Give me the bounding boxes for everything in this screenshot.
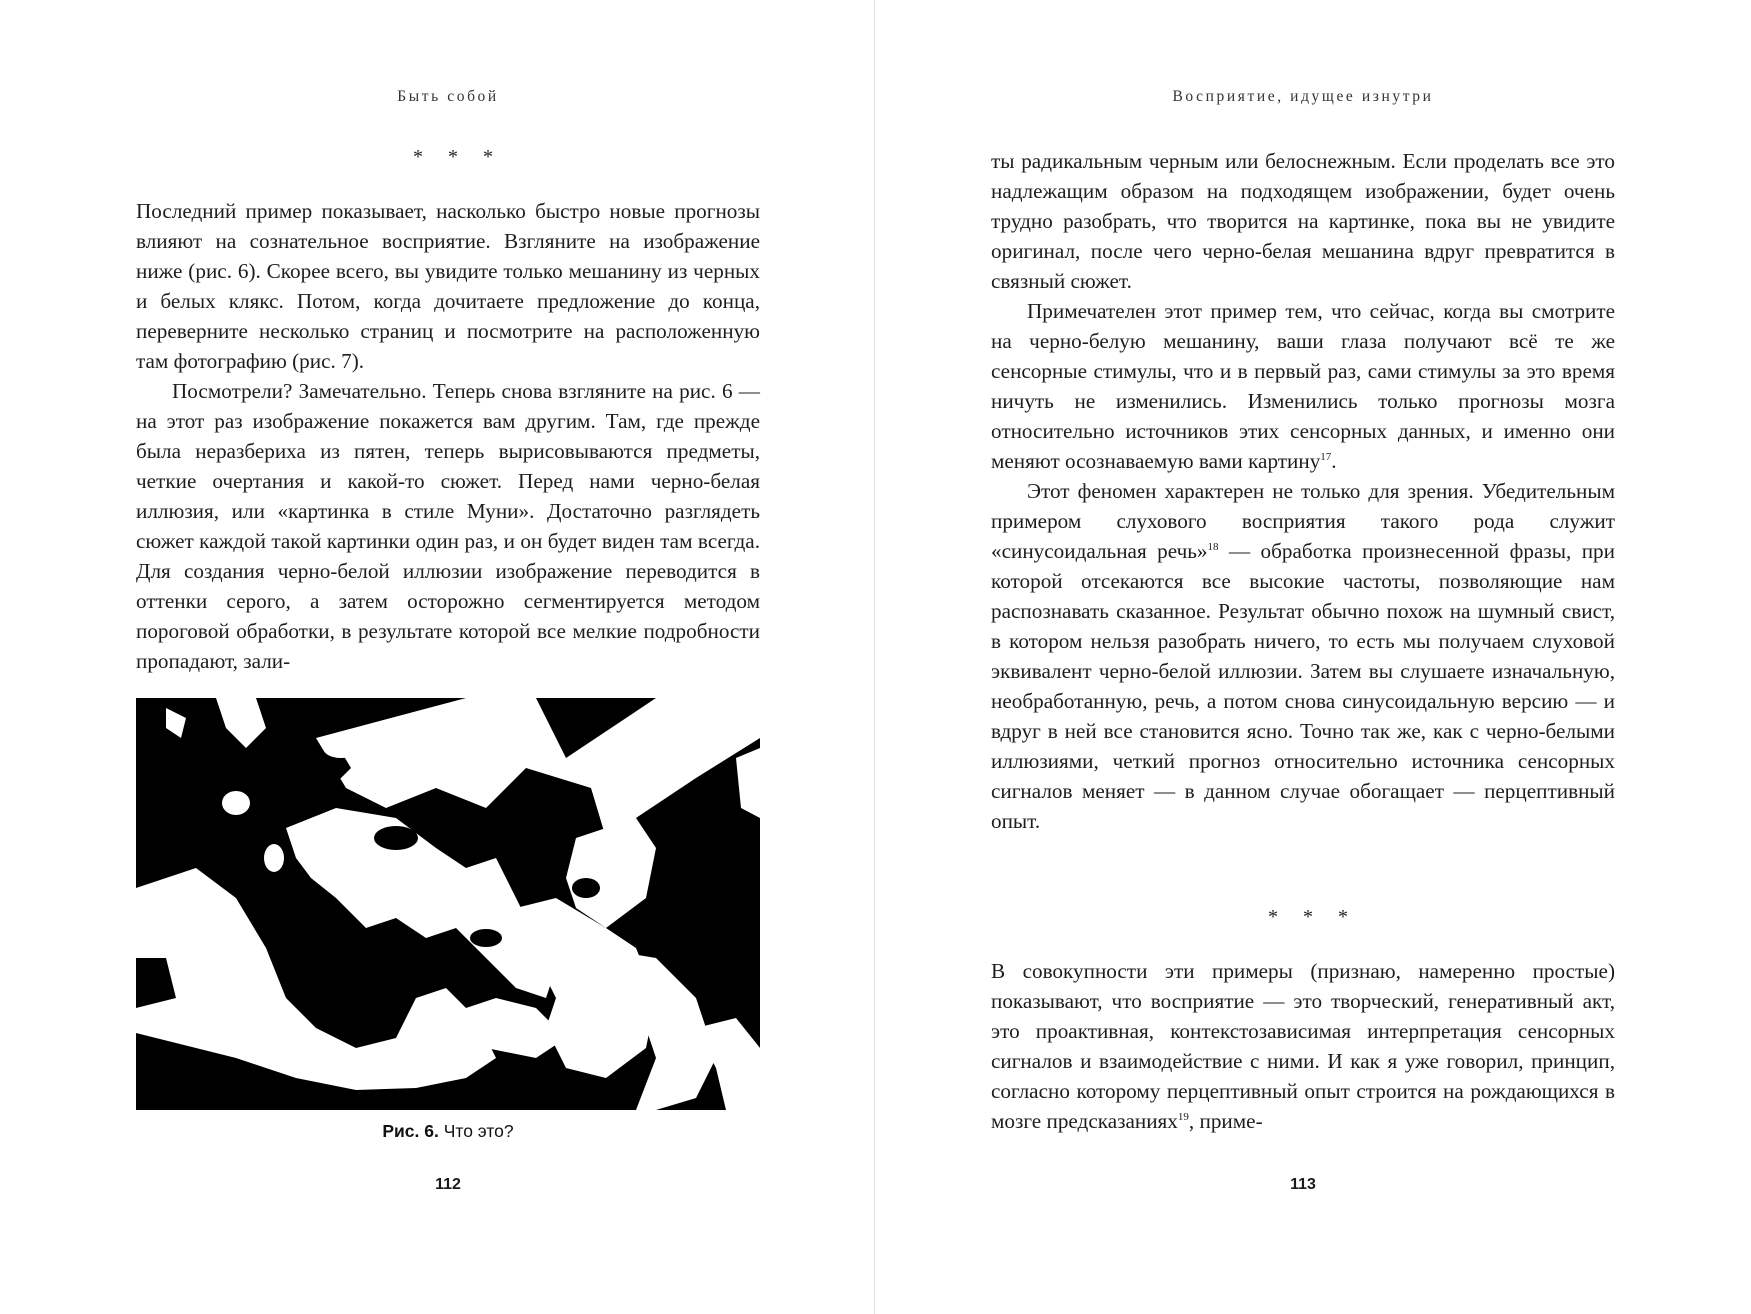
right-paragraph-4	[991, 956, 1615, 1136]
figure-caption-text: Что это?	[443, 1121, 514, 1141]
left-page	[136, 0, 760, 1314]
right-paragraph-4-text-a: В совокупности эти примеры (признаю, намеренно простые) показывают, что восприятие — это творческий, генеративный акт, это проактивная, контекстозависимая интерпретация сенсорных сигналов и взаимодействие с ними. И как я уже говорил, принцип, согласно которому перцептивный опыт строится на рождающихся в мозге предсказаниях	[991, 959, 1615, 1133]
left-paragraph-2: Посмотрели? Замечательно. Теперь снова взгляните на рис. 6 — на этот раз изображение покажется вам другим. Там, где прежде была неразбериха из пятен, теперь вырисовываются предметы, четкие очертания и какой-то сюжет. Перед нами черно-белая иллюзия, или «картинка в стиле Муни». Достаточно разглядеть сюжет каждой такой картинки один раз, и он будет виден там всегда. Для создания черно-белой иллюзии изображение переводится в оттенки серого, а затем осторожно сегментируется методом пороговой обработки, в результате которой все мелкие подробности пропадают, зали-	[136, 379, 760, 673]
footnote-ref-18[interactable]: 18	[1207, 540, 1219, 553]
right-body-text-2	[991, 956, 1615, 1136]
mooney-image-figure	[136, 698, 760, 1110]
right-paragraph-2-end: .	[1331, 449, 1337, 473]
right-running-head: Восприятие, идущее изнутри	[1172, 88, 1434, 105]
figure-caption	[136, 1121, 760, 1142]
left-body-text	[136, 196, 760, 676]
right-paragraph-2	[991, 296, 1615, 476]
gutter-divider	[874, 0, 875, 1314]
left-page-number: 112	[435, 1176, 461, 1193]
left-running-head: Быть собой	[397, 88, 499, 105]
right-section-mark: * * *	[1268, 906, 1358, 928]
footnote-ref-19[interactable]: 19	[1177, 1110, 1189, 1123]
right-paragraph-1: ты радикальным черным или белоснежным. Если проделать все это надлежащим образом на подходящем изображении, будет очень трудно разобрать, что творится на картинке, пока вы не увидите оригинал, после чего черно-белая мешанина вдруг превратится в связный сюжет.	[991, 149, 1615, 293]
right-body-text	[991, 146, 1615, 836]
mooney-image	[136, 698, 760, 1110]
right-page	[991, 0, 1615, 1314]
right-page-number: 113	[1290, 1176, 1316, 1193]
figure-caption-label: Рис. 6.	[382, 1121, 439, 1141]
right-paragraph-3-text-a: Этот феномен характерен не только для зрения. Убедительным примером слухового восприятия такого рода служит «синусоидальная речь»	[991, 479, 1615, 563]
left-section-mark: * * *	[413, 146, 503, 168]
right-paragraph-2-text: Примечателен этот пример тем, что сейчас, когда вы смотрите на черно-белую мешанину, ваши глаза получают всё те же сенсорные стимулы, что и в первый раз, сами стимулы за это время ничуть не изменились. Изменились только прогнозы мозга относительно источников этих сенсорных данных, и именно они меняют осознаваемую вами картину	[991, 299, 1615, 473]
right-paragraph-3-text-b: — обработка произнесенной фразы, при которой отсекаются все высокие частоты, позволяющие нам распознавать сказанное. Результат обычно похож на шумный свист, в котором нельзя разобрать ничего, то есть мы получаем слуховой эквивалент черно-белой иллюзии. Затем вы слушаете изначальную, необработанную, речь, а потом снова синусоидальную версию — и вдруг в ней все становится ясно. Точно так же, как с черно-белыми иллюзиями, четкий прогноз относительно источника сенсорных сигналов меняет — в данном случае обогащает — перцептивный опыт.	[991, 539, 1615, 833]
right-paragraph-3	[991, 476, 1615, 836]
left-paragraph-1: Последний пример показывает, насколько быстро новые прогнозы влияют на сознательное восприятие. Взгляните на изображение ниже (рис. 6). Скорее всего, вы увидите только мешанину из черных и белых клякс. Потом, когда дочитаете предложение до конца, переверните несколько страниц и посмотрите на расположенную там фотографию (рис. 7).	[136, 199, 760, 373]
footnote-ref-17[interactable]: 17	[1320, 450, 1332, 463]
right-paragraph-4-text-b: , приме-	[1188, 1109, 1263, 1133]
